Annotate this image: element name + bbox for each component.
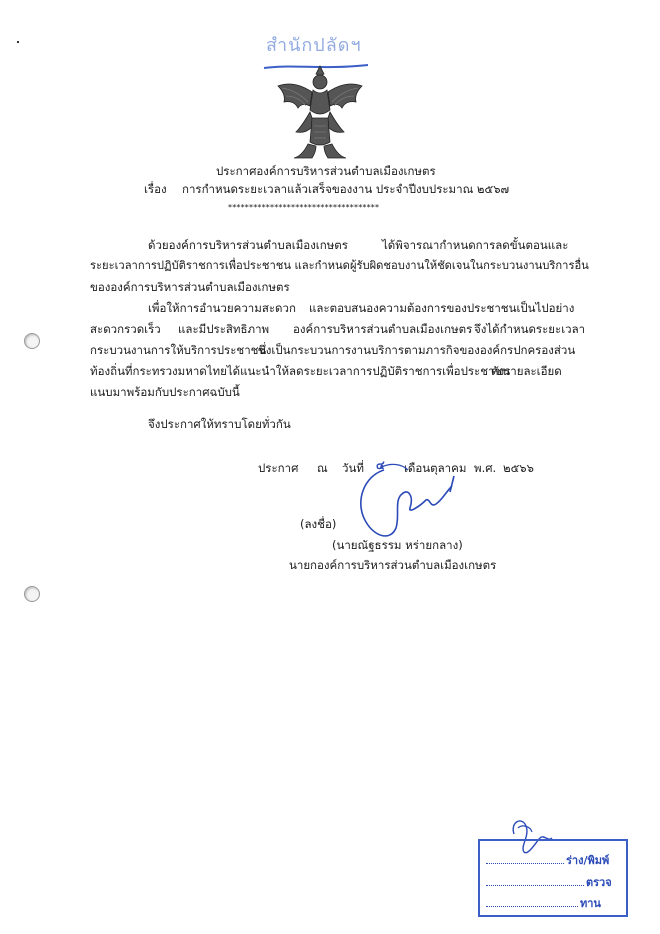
body-text: แนบมาพร้อมกับประกาศฉบับนี้ — [90, 385, 240, 399]
body-text: ได้พิจารณากำหนดการลดขั้นตอนและ — [382, 238, 569, 252]
stamp-row-draft: ร่าง/พิมพ์ — [566, 854, 610, 867]
sign-label: (ลงชื่อ) — [300, 517, 337, 531]
body-text: กระบวนงานการให้บริการประชาชน — [90, 343, 267, 357]
body-text: สะดวกรวดเร็ว — [90, 322, 161, 336]
date-announce: ประกาศ — [258, 461, 299, 475]
subject-text: การกำหนดระยะเวลาแล้วเสร็จของงาน ประจำปีงบประมาณ ๒๕๖๗ — [182, 182, 510, 196]
routing-stamp-box — [478, 839, 628, 917]
body-text: องค์การบริหารส่วนตำบลเมืองเกษตร — [293, 322, 473, 336]
date-era: พ.ศ. — [474, 461, 497, 475]
dotted-line — [486, 863, 564, 864]
body-text: จึงได้กำหนดระยะเวลา — [474, 322, 586, 336]
body-text: และมีประสิทธิภาพ — [178, 322, 270, 336]
punch-hole — [24, 586, 40, 602]
body-text: ระยะเวลาการปฏิบัติราชการเพื่อประชาชน และกำหนดผู้รับผิดชอบงานให้ชัดเจนในกระบวนงานบริการอื่น — [90, 259, 589, 272]
signer-name: (นายณัฐธรรม หร่ายกลาง) — [332, 538, 463, 552]
date-year: ๒๕๖๖ — [503, 461, 534, 475]
stamp-row-review: ทาน — [580, 897, 601, 910]
body-text: ท้องถิ่นที่กระทรวงมหาดไทยได้แนะนำให้ลดระยะเวลาการปฏิบัติราชการเพื่อประชาชน — [90, 364, 511, 378]
body-text: ซึ่งเป็นกระบวนการงานบริการตามภารกิจขององค์กรปกครองส่วน — [258, 343, 576, 357]
announcement-title: ประกาศองค์การบริหารส่วนตำบลเมืองเกษตร — [216, 164, 436, 178]
body-text: เพื่อให้การอำนวยความสะดวก — [148, 301, 296, 315]
closing-text: จึงประกาศให้ทราบโดยทั่วกัน — [148, 417, 291, 431]
garuda-emblem-icon — [272, 62, 368, 162]
received-stamp: สำนักปลัดฯ — [266, 35, 362, 56]
stamp-row-check: ตรวจ — [586, 876, 612, 889]
date-day-label: วันที่ — [342, 461, 364, 475]
body-text: และตอบสนองความต้องการของประชาชนเป็นไปอย่าง — [309, 301, 575, 315]
body-text: ดังรายละเอียด — [491, 364, 562, 378]
date-at: ณ — [317, 461, 328, 475]
speck — [17, 41, 19, 43]
subject-label: เรื่อง — [144, 182, 167, 196]
date-day: ๔ — [376, 458, 385, 472]
signer-position: นายกองค์การบริหารส่วนตำบลเมืองเกษตร — [289, 558, 497, 572]
signature-icon — [350, 456, 470, 550]
dotted-line — [486, 885, 584, 886]
body-text: ด้วยองค์การบริหารส่วนตำบลเมืองเกษตร — [148, 238, 348, 252]
punch-hole — [24, 333, 40, 349]
header-divider: ************************************ — [228, 203, 380, 212]
date-month: เดือนตุลาคม — [404, 461, 467, 475]
dotted-line — [486, 906, 578, 907]
body-text: ขององค์การบริหารส่วนตำบลเมืองเกษตร — [90, 280, 290, 294]
